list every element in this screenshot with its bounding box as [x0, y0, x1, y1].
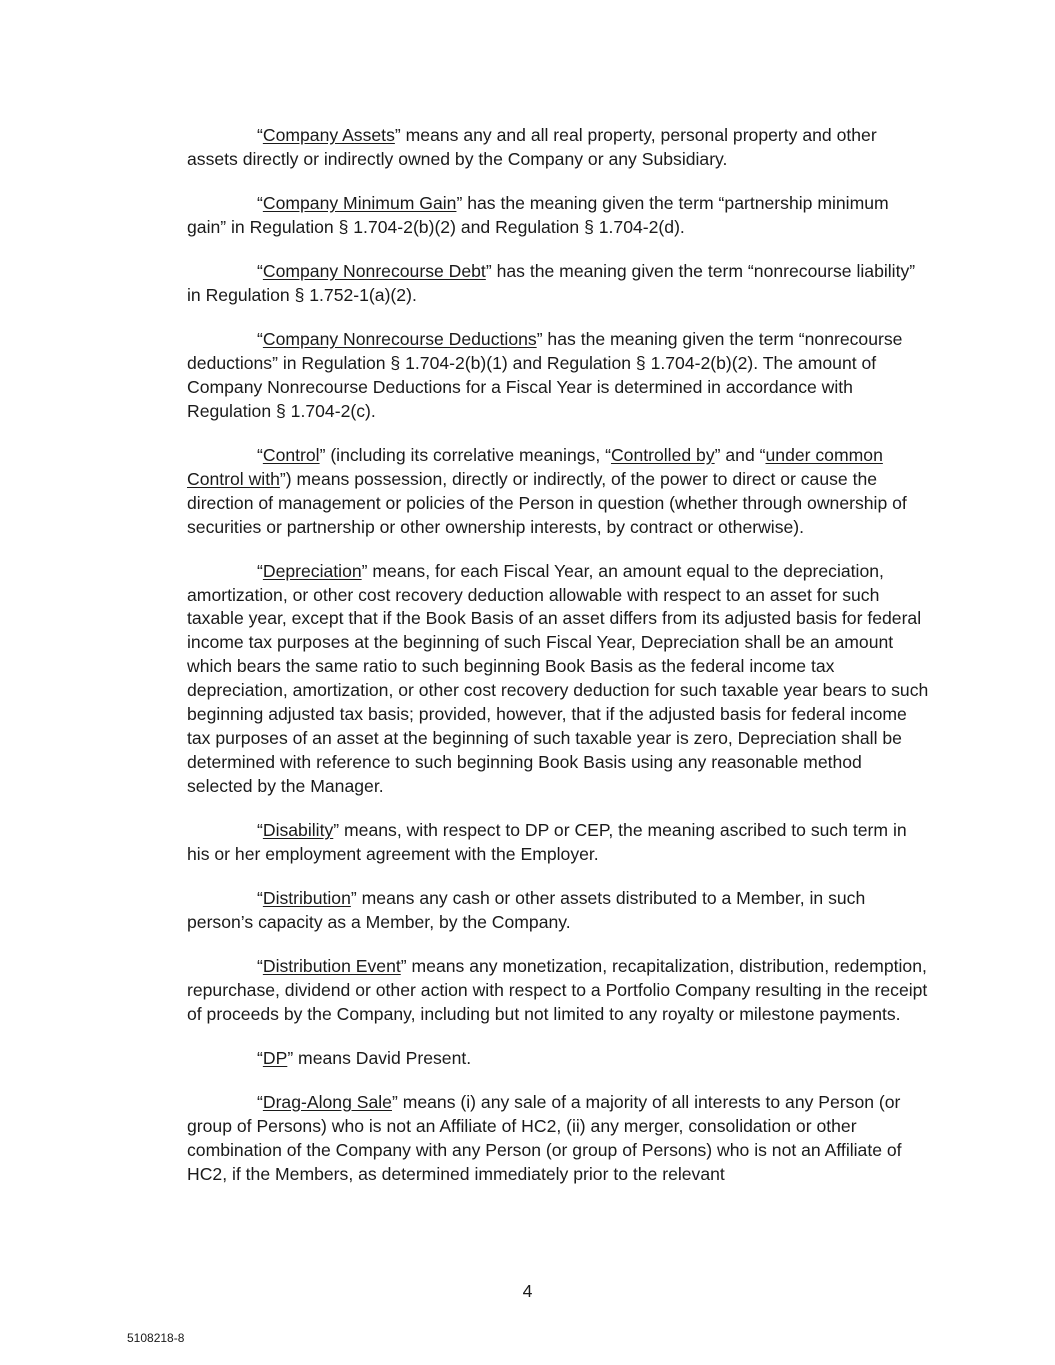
defined-term: Distribution — [262, 887, 351, 908]
text-segment: “ — [257, 329, 263, 349]
definition-paragraph — [187, 124, 932, 172]
text-segment: “ — [257, 819, 263, 840]
text-segment: ” means any cash or other assets distributed to a Member, in such person’s capacity as a Member, by the Company. — [187, 887, 866, 932]
text-segment: “ — [257, 193, 263, 213]
definition-paragraph — [187, 260, 932, 308]
text-segment: “ — [257, 1091, 263, 1112]
text-segment: ” means David Present. — [287, 1047, 472, 1068]
text-segment: “ — [257, 887, 263, 908]
definitions-section — [187, 124, 932, 1207]
document-id: 5108218-8 — [127, 1331, 185, 1345]
definition-paragraph — [187, 560, 932, 799]
text-segment: “ — [257, 261, 263, 281]
text-segment: ” means (i) any sale of a majority of all interests to any Person (or group of Persons) who is not an Affiliate of HC2, (ii) any merger, consolidation or other combination of the Company with any Person (or group of Persons) who is not an Affiliate of HC2, if the Members, as determined immediately prior to the relevant — [187, 1091, 902, 1184]
text-segment: “ — [257, 444, 263, 465]
defined-term: Control — [262, 444, 320, 465]
defined-term: Controlled by — [610, 444, 715, 465]
text-segment: ” has the meaning given the term “nonrecourse liability” in Regulation § 1.752-1(a)(2). — [187, 261, 916, 305]
text-segment: “ — [257, 560, 263, 581]
text-segment: ” means any and all real property, personal property and other assets directly or indirectly owned by the Company or any Subsidiary. — [187, 125, 877, 169]
defined-term: Disability — [262, 819, 334, 840]
definition-paragraph — [187, 328, 932, 424]
defined-term: Drag-Along Sale — [262, 1091, 392, 1112]
text-segment: ” has the meaning given the term “nonrecourse deductions” in Regulation § 1.704-2(b)(1) and Regulation § 1.704-2(b)(2). The amount of Company Nonrecourse Deductions for a Fiscal Year is determined in accordance with Regulation § 1.704-2(c). — [187, 329, 903, 421]
definition-paragraph — [187, 887, 932, 935]
text-segment: “ — [257, 1047, 263, 1068]
text-segment: ” means, with respect to DP or CEP, the meaning ascribed to such term in his or her employment agreement with the Employer. — [187, 819, 907, 864]
definition-paragraph — [187, 192, 932, 240]
definition-paragraph — [187, 955, 932, 1027]
definition-paragraph — [187, 1047, 932, 1071]
defined-term: Company Nonrecourse Debt — [262, 261, 486, 281]
defined-term: Company Nonrecourse Deductions — [262, 329, 537, 349]
definition-paragraph — [187, 1091, 932, 1187]
defined-term: Company Assets — [262, 125, 395, 145]
text-segment: “ — [257, 125, 263, 145]
text-segment: ” has the meaning given the term “partnership minimum gain” in Regulation § 1.704-2(b)(2) and Regulation § 1.704-2(d). — [187, 193, 889, 237]
text-segment: ” (including its correlative meanings, “ — [319, 444, 611, 465]
text-segment: ” and “ — [714, 444, 766, 465]
defined-term: under common Control with — [187, 444, 883, 489]
page-number: 4 — [522, 1281, 533, 1301]
text-segment: ”) means possession, directly or indirectly, of the power to direct or cause the direction of management or policies of the Person in question (whether through ownership of securities or partnership or other ownership interests, by contract or otherwise). — [187, 468, 907, 537]
defined-term: Company Minimum Gain — [262, 193, 457, 213]
defined-term: Distribution Event — [262, 955, 401, 976]
defined-term: Depreciation — [262, 560, 362, 581]
text-segment: “ — [257, 955, 263, 976]
defined-term: DP — [262, 1047, 288, 1068]
text-segment: ” means any monetization, recapitalization, distribution, redemption, repurchase, dividend or other action with respect to a Portfolio Company resulting in the receipt of proceeds by the Company, including but not limited to any royalty or milestone payments. — [187, 955, 928, 1024]
definition-paragraph — [187, 819, 932, 867]
definition-paragraph — [187, 444, 932, 540]
text-segment: ” means, for each Fiscal Year, an amount equal to the depreciation, amortization, or other cost recovery deduction allowable with respect to an asset for such taxable year, except that if the Book Basis of an asset differs from its adjusted basis for federal income tax purposes at the beginning of such Fiscal Year, Depreciation shall be an amount which bears the same ratio to such beginning Book Basis as the federal income tax depreciation, amortization, or other cost recovery deduction for such taxable year bears to such beginning adjusted tax basis; provided, however, that if the adjusted basis for federal income tax purposes of an asset at the beginning of such taxable year is zero, Depreciation shall be determined with reference to such beginning Book Basis using any reasonable method selected by the Manager. — [187, 560, 929, 796]
